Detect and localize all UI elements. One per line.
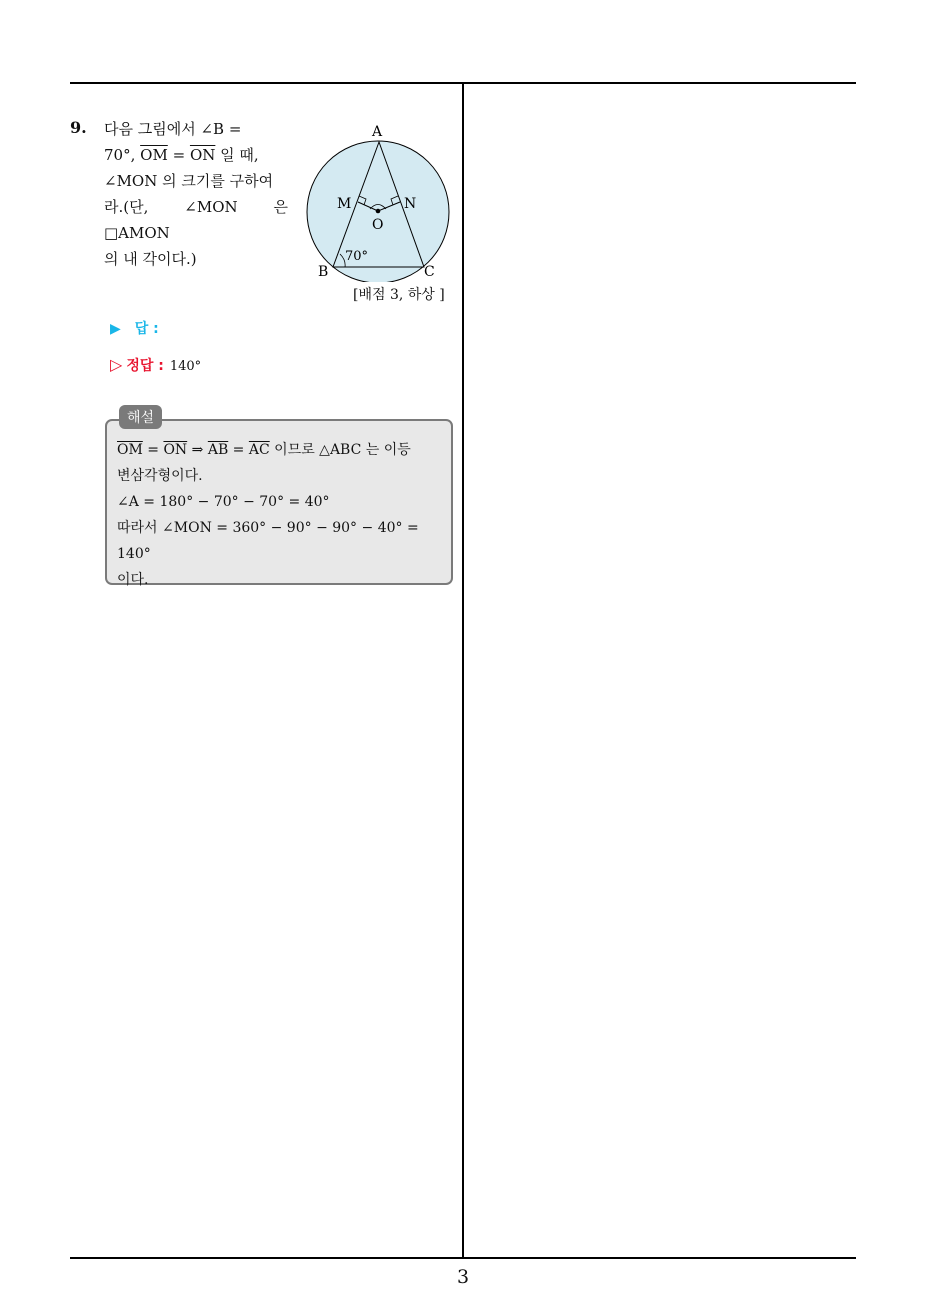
- question-line-1: 다음 그림에서 ∠B =: [104, 120, 242, 138]
- solution-body: [117, 437, 443, 593]
- question-line-4: 라.(단, ∠MON 은 □AMON: [104, 198, 288, 242]
- label-o: O: [372, 217, 384, 233]
- solution-line-4: 따라서 ∠MON = 360° − 90° − 90° − 40° = 140°: [117, 520, 419, 562]
- geometry-figure: [300, 122, 460, 282]
- label-c: C: [424, 264, 435, 280]
- column-divider: [462, 82, 464, 1259]
- solution-tag: 해설: [119, 405, 162, 429]
- solution-line-1: $\overline{OM} = \overline{ON}$ ⇒ $\overline{AB} = \overline{AC}$ 이므로 △ABC 는 이등: [117, 442, 411, 458]
- segment-on: $\overline{ON}$: [189, 146, 216, 164]
- center-point-o: [376, 209, 381, 214]
- correct-answer-row: [110, 355, 201, 375]
- page-number: 3: [456, 1266, 470, 1288]
- correct-answer-label: 정답 :: [126, 358, 164, 374]
- solution-line-3: ∠A = 180° − 70° − 70° = 40°: [117, 494, 330, 510]
- outline-triangle-icon: ▷: [110, 355, 123, 374]
- play-icon: ▶: [110, 321, 121, 337]
- solution-line-5: 이다.: [117, 572, 149, 588]
- label-b: B: [318, 264, 329, 280]
- question-line-3: ∠MON 의 크기를 구하여: [104, 172, 274, 190]
- question-line-5: 의 내 각이다.): [104, 250, 197, 268]
- answer-label: 답 :: [134, 321, 159, 337]
- segment-om: $\overline{OM}$: [140, 146, 168, 164]
- correct-answer-value: 140°: [169, 359, 202, 374]
- label-m: M: [337, 196, 352, 212]
- question-number: 9.: [70, 118, 87, 137]
- answer-row: [110, 318, 159, 338]
- label-a: A: [372, 124, 383, 140]
- score-label: [배점 3, 하상 ]: [353, 287, 445, 303]
- solution-line-2: 변삼각형이다.: [117, 468, 203, 484]
- label-angle-b: 70°: [345, 249, 369, 264]
- question-text: [104, 116, 288, 272]
- question-line-2: 70°, $\overline{OM} = \overline{ON}$ 일 때,: [104, 146, 259, 164]
- label-n: N: [404, 196, 417, 212]
